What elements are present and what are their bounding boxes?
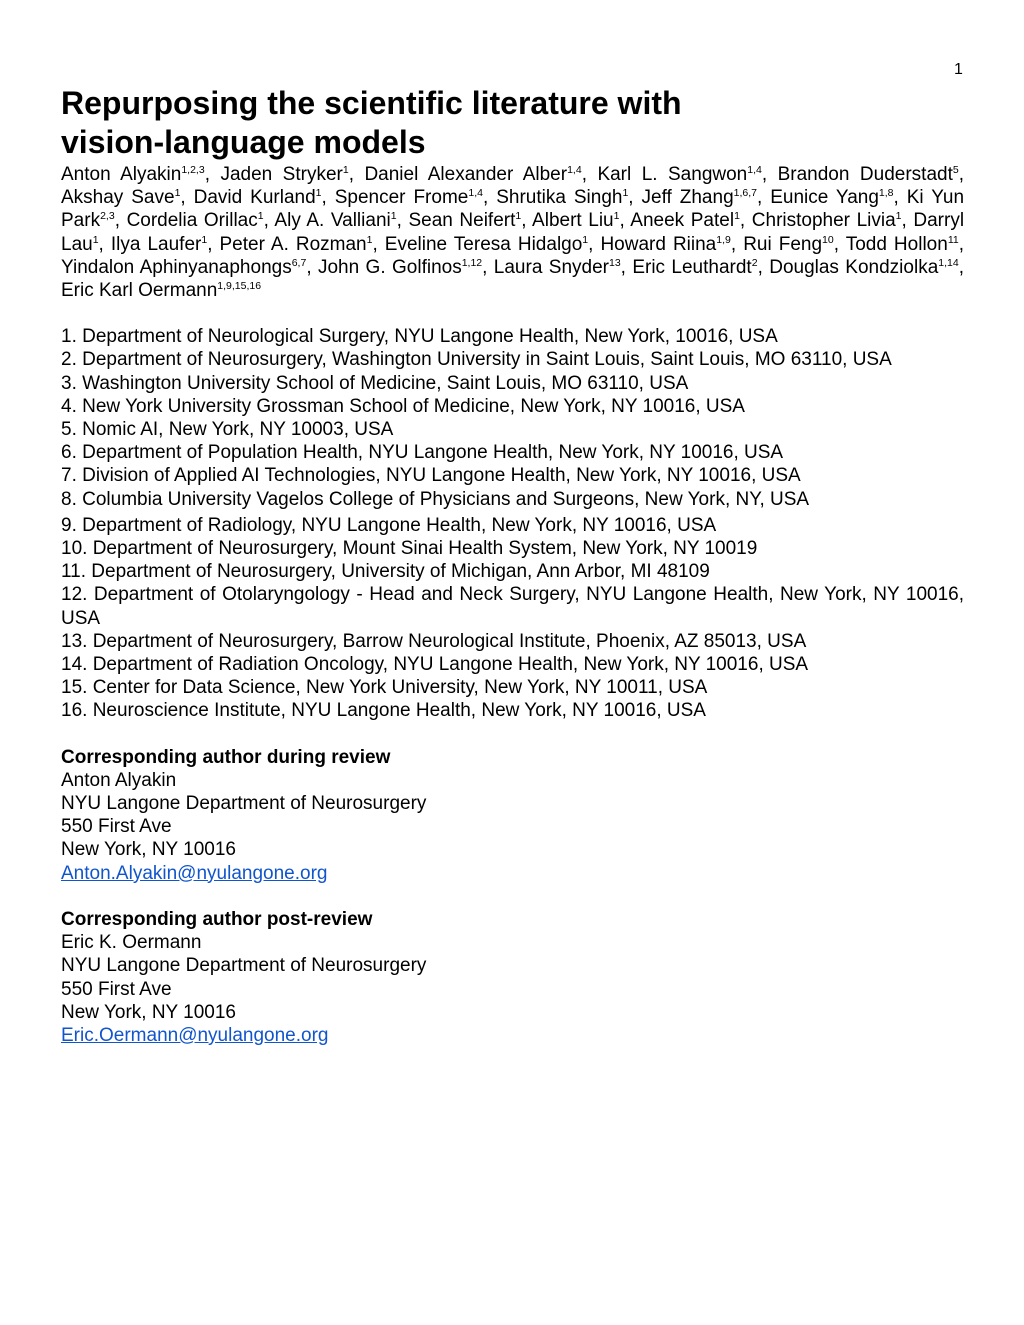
author-name: Sean Neifert	[408, 210, 516, 232]
author-name: Peter A. Rozman	[219, 233, 367, 255]
paper-front-matter	[61, 84, 964, 1047]
author-name: Yindalon Aphinyanaphongs	[61, 256, 292, 278]
affiliation-item: 12. Department of Otolaryngology - Head and Neck Surgery, NYU Langone Health, New York, NY 10016, USA	[61, 584, 964, 629]
author-affiliation-marker: 1	[895, 210, 902, 223]
author-affiliation-marker: 1	[257, 210, 264, 223]
author-affiliation-marker: 1,2,3	[181, 164, 205, 176]
affiliation-item: 10. Department of Neurosurgery, Mount Sinai Health System, New York, NY 10019	[61, 538, 758, 560]
affiliation-item: 3. Washington University School of Medicine, Saint Louis, MO 63110, USA	[61, 372, 689, 394]
author-name: Akshay Save	[61, 187, 175, 209]
author-affiliation-marker: 1	[582, 233, 589, 246]
author-name: Rui Feng	[743, 233, 823, 255]
corresponding-review-heading: Corresponding author during review	[61, 746, 391, 768]
corresponding-review-name: Anton Alyakin	[61, 769, 177, 791]
author-affiliation-marker: 1,8	[878, 187, 894, 200]
affiliation-list	[61, 325, 964, 722]
author-affiliation-marker: 1	[390, 210, 397, 223]
author-affiliation-marker: 1	[174, 187, 181, 200]
author-name: Albert Liu	[532, 210, 614, 232]
author-affiliation-marker: 1	[622, 187, 629, 200]
author-affiliation-marker: 1,14	[938, 256, 959, 269]
corresponding-post-city: New York, NY 10016	[61, 1001, 236, 1023]
corresponding-post-email-link[interactable]: Eric.Oermann@nyulangone.org	[61, 1024, 329, 1046]
author-affiliation-marker: 1,6,7	[733, 187, 757, 200]
corresponding-review-city: New York, NY 10016	[61, 839, 236, 861]
author-name: Eunice Yang	[770, 187, 879, 209]
corresponding-review-department: NYU Langone Department of Neurosurgery	[61, 793, 427, 815]
author-affiliation-marker: 1,4	[468, 187, 483, 200]
author-name: Laura Snyder	[493, 256, 609, 278]
author-name: Todd Hollon	[845, 233, 948, 255]
affiliation-item: 15. Center for Data Science, New York University, New York, NY 10011, USA	[61, 677, 708, 699]
author-list: Anton Alyakin$^{1,2,3}$, Jaden Stryker$^1$, Daniel Alexander Alber$^{1,4}$, Karl L. Sangwon$^{1,4}$, Brandon Duderstadt$^5$, Akshay Save$^1$, David Kurland$^1$, Spencer Frome$^{1,4}$, Shrutika Singh$^1$, Jeff Zhang$^{1,6,7}$, Eunice Yang$^{1,8}$, Ki Yun Park$^{2,3}$, Cordelia Orillac$^1$, Aly A. Valliani$^1$, Sean Neifert$^1$, Albert Liu$^1$, Aneek Patel$^1$, Christopher Livia$^1$, Darryl Lau$^1$, Ilya Laufer$^1$, Peter A. Rozman$^1$, Eveline Teresa Hidalgo$^1$, Howard Riina$^{1,9}$, Rui Feng$^{10}$, Todd Hollon$^{11}$, Yindalon Aphinyanaphongs$^{6,7}$, John G. Golfinos$^{1,12}$, Laura Snyder$^{13}$, Eric Leuthardt$^2$, Douglas Kondziolka$^{1,14}$, Eric Karl Oermann$^{1,9,15,16}$	[61, 164, 965, 302]
author-affiliation-marker: 1	[613, 210, 620, 223]
author-affiliation-marker: 2,3	[100, 210, 115, 223]
author-name: Cordelia Orillac	[126, 210, 258, 232]
author-affiliation-marker: 1	[201, 233, 208, 246]
author-affiliation-marker: 2	[751, 256, 758, 269]
affiliation-item: 11. Department of Neurosurgery, University of Michigan, Ann Arbor, MI 48109	[61, 561, 710, 583]
author-name: Eric Leuthardt	[632, 256, 752, 278]
author-name: Aly A. Valliani	[274, 210, 391, 232]
author-affiliation-marker: 1,12	[461, 256, 483, 269]
author-name: Darryl Lau	[61, 210, 965, 255]
author-affiliation-marker: 1	[342, 164, 349, 176]
author-affiliation-marker: 5	[952, 164, 959, 176]
author-name: John G. Golfinos	[317, 256, 462, 278]
author-name: David Kurland	[193, 187, 316, 209]
author-name: Daniel Alexander Alber	[364, 164, 568, 185]
author-name: Anton Alyakin	[61, 164, 182, 185]
author-name: Shrutika Singh	[496, 187, 623, 209]
author-name: Howard Riina	[600, 233, 717, 255]
corresponding-post-street: 550 First Ave	[61, 978, 172, 1000]
corresponding-review-street: 550 First Ave	[61, 816, 172, 838]
author-name: Jaden Stryker	[220, 164, 343, 185]
author-name: Eveline Teresa Hidalgo	[384, 233, 583, 255]
author-affiliation-marker: 1,9,15,16	[217, 280, 262, 293]
corresponding-author-review	[61, 746, 964, 885]
author-affiliation-marker: 1,4	[747, 164, 762, 176]
author-affiliation-marker: 1	[734, 210, 740, 223]
author-affiliation-marker: 1,4	[567, 164, 582, 176]
author-affiliation-marker: 1	[366, 233, 373, 246]
affiliation-item: 5. Nomic AI, New York, NY 10003, USA	[61, 419, 394, 441]
author-affiliation-marker: 10	[822, 233, 834, 246]
author-affiliation-marker: 1,9	[716, 233, 731, 246]
author-name: Jeff Zhang	[641, 187, 734, 209]
corresponding-review-email-link[interactable]: Anton.Alyakin@nyulangone.org	[61, 862, 328, 884]
affiliation-item: 2. Department of Neurosurgery, Washington University in Saint Louis, Saint Louis, MO 63110, USA	[61, 349, 892, 371]
author-affiliation-marker: 1	[515, 210, 522, 223]
affiliation-item: 8. Columbia University Vagelos College of Physicians and Surgeons, New York, NY, USA	[61, 488, 810, 510]
corresponding-post-heading: Corresponding author post-review	[61, 908, 373, 930]
author-affiliation-marker: 13	[608, 256, 621, 269]
paper-title: Repurposing the scientific literature with vision-language models	[61, 85, 682, 160]
corresponding-post-name: Eric K. Oermann	[61, 932, 202, 954]
affiliation-item: 9. Department of Radiology, NYU Langone Health, New York, NY 10016, USA	[61, 514, 717, 536]
affiliation-item: 16. Neuroscience Institute, NYU Langone Health, New York, NY 10016, USA	[61, 700, 706, 722]
affiliation-item: 4. New York University Grossman School of Medicine, New York, NY 10016, USA	[61, 395, 745, 417]
author-name: Karl L. Sangwon	[597, 164, 748, 185]
author-affiliation-marker: 11	[947, 233, 959, 246]
author-name: Christopher Livia	[751, 210, 896, 232]
affiliation-item: 7. Division of Applied AI Technologies, NYU Langone Health, New York, NY 10016, USA	[61, 465, 801, 487]
author-name: Eric Karl Oermann	[61, 280, 218, 302]
author-name: Douglas Kondziolka	[769, 256, 939, 278]
author-name: Brandon Duderstadt	[777, 164, 953, 185]
affiliation-item: 1. Department of Neurological Surgery, NYU Langone Health, New York, 10016, USA	[61, 326, 778, 348]
author-affiliation-marker: 1	[92, 233, 99, 246]
author-name: Aneek Patel	[630, 210, 735, 232]
author-affiliation-marker: 6,7	[291, 256, 307, 269]
affiliation-item: 14. Department of Radiation Oncology, NYU Langone Health, New York, NY 10016, USA	[61, 654, 809, 676]
page-number: 1	[954, 61, 963, 78]
affiliation-item: 13. Department of Neurosurgery, Barrow Neurological Institute, Phoenix, AZ 85013, USA	[61, 630, 807, 652]
affiliation-item: 6. Department of Population Health, NYU Langone Health, New York, NY 10016, USA	[61, 442, 784, 464]
corresponding-author-post-review	[61, 908, 964, 1047]
author-name: Ilya Laufer	[110, 233, 202, 255]
author-affiliation-marker: 1	[315, 187, 322, 200]
corresponding-post-department: NYU Langone Department of Neurosurgery	[61, 955, 427, 977]
author-name: Spencer Frome	[334, 187, 469, 209]
author-name: Ki Yun Park	[61, 187, 965, 232]
